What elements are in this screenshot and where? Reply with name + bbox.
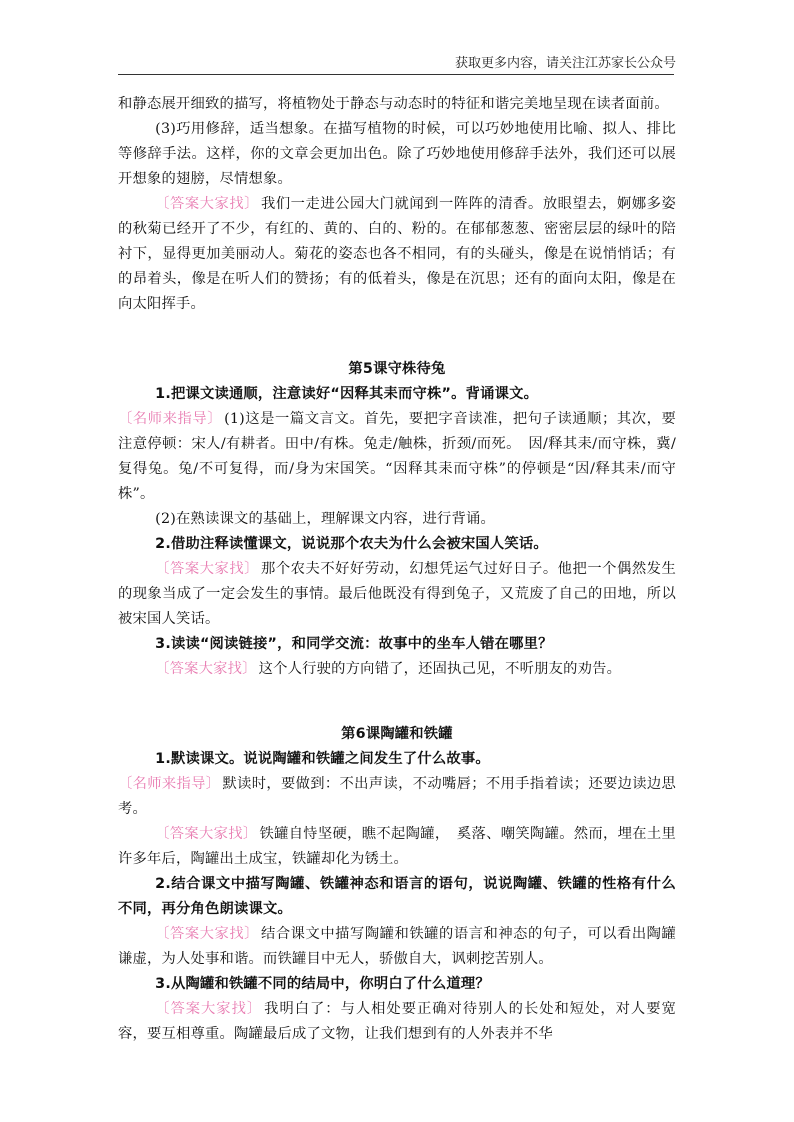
- answer-tag: 〔答案大家找〕: [155, 1001, 263, 1017]
- lesson6-q1-tip-text: 默读时，要做到：不出声读，不动嘴唇；不用手指着读；还要边读边思考。: [118, 776, 676, 817]
- answer-tag: 〔答案大家找〕: [155, 561, 260, 577]
- lesson6-q3-answer-text: 我明白了：与人相处要正确对待别人的长处和短处，对人要宽容，要互相尊重。陶罐最后成了文物，让我们想到有的人外表并不华: [118, 1001, 676, 1042]
- lesson6-q1-answer: [118, 822, 676, 872]
- lesson6-question-1: 1.默读课文。说说陶罐和铁罐之间发生了什么故事。: [155, 751, 490, 767]
- lesson5-question-3: 3.读读“阅读链接”，和同学交流：故事中的坐车人错在哪里？: [155, 636, 553, 652]
- answer-tag: 〔答案大家找〕: [155, 661, 257, 677]
- answer-tag: 〔答案大家找〕: [155, 196, 260, 212]
- lesson5-q1-tip-text: (1)这是一篇文言文。首先，要把字音读准，把句子读通顺；其次，要注意停顿：宋人/有耕者。田中/有株。兔走/触株，折颈/而死。 因/释其耒/而守株，冀/复得兔。兔/不可复得，而/身为宋国笑。“因释其耒而守株”的停顿是“因/释其耒/而守株”。: [118, 411, 676, 502]
- lesson5-question-2: 2.借助注释读懂课文，说说那个农夫为什么会被宋国人笑话。: [155, 536, 548, 552]
- lesson5-q1-tip: [118, 407, 676, 507]
- answer-tag: 〔答案大家找〕: [155, 826, 258, 842]
- intro-answer-paragraph: [118, 192, 676, 317]
- lesson5-title: 第5课守株待兔: [348, 361, 446, 377]
- lesson5-q1-paragraph-2: (2)在熟读课文的基础上，理解课文内容，进行背诵。: [155, 511, 495, 527]
- intro-paragraph-2: (3)巧用修辞，适当想象。在描写植物的时候，可以巧妙地使用比喻、拟人、排比等修辞手法。这样，你的文章会更加出色。除了巧妙地使用修辞手法外，我们还可以展开想象的翅膀，尽情想象。: [118, 121, 676, 187]
- lesson5-question-1: 1.把课文读通顺，注意读好“因释其耒而守株”。背诵课文。: [155, 386, 539, 402]
- page-header: 获取更多内容，请关注江苏家长公众号: [454, 56, 676, 71]
- lesson6-q2-answer-text: 结合课文中描写陶罐和铁罐的语言和神态的句子，可以看出陶罐谦虚，为人处事和谐。而铁罐目中无人，骄傲自大，讽刺挖苦别人。: [118, 926, 676, 967]
- lesson5-q3-answer-text: 这个人行驶的方向错了，还固执己见，不听朋友的劝告。: [258, 661, 622, 677]
- intro-answer-text: 我们一走进公园大门就闻到一阵阵的清香。放眼望去，婀娜多姿的秋菊已经开了不少，有红的、黄的、白的、粉的。在郁郁葱葱、密密层层的绿叶的陪衬下，显得更加美丽动人。菊花的姿态也各不相同，有的头碰头，像是在说悄悄话；有的昂着头，像是在听人们的赞扬；有的低着头，像是在沉思；还有的面向太阳，像是在向太阳挥手。: [118, 196, 676, 312]
- lesson6-q2-answer: [118, 922, 676, 972]
- intro-paragraph-1: 和静态展开细致的描写，将植物处于静态与动态时的特征和谐完美地呈现在读者面前。: [118, 96, 669, 112]
- answer-tag: 〔答案大家找〕: [155, 926, 260, 942]
- tip-tag: 〔名师来指导〕: [118, 776, 221, 792]
- lesson6-title: 第6课陶罐和铁罐: [341, 726, 453, 742]
- lesson6-q1-tip: [118, 772, 676, 822]
- lesson6-q3-answer: [118, 997, 676, 1047]
- lesson5-q2-answer-text: 那个农夫不好好劳动，幻想凭运气过好日子。他把一个偶然发生的现象当成了一定会发生的事情。最后他既没有得到兔子，又荒废了自己的田地，所以被宋国人笑话。: [118, 561, 676, 627]
- page-content: [118, 92, 676, 1047]
- lesson6-q1-answer-text: 铁罐自恃坚硬，瞧不起陶罐， 奚落、嘲笑陶罐。然而，埋在土里许多年后，陶罐出土成宝，铁罐却化为锈土。: [118, 826, 676, 867]
- lesson6-question-2: 2.结合课文中描写陶罐、铁罐神态和语言的语句，说说陶罐、铁罐的性格有什么不同，再分角色朗读课文。: [118, 876, 676, 917]
- tip-tag: 〔名师来指导〕: [118, 411, 223, 427]
- header-rule: [118, 74, 674, 75]
- lesson5-q3-answer: [118, 657, 676, 682]
- lesson6-question-3: 3.从陶罐和铁罐不同的结局中，你明白了什么道理？: [155, 976, 490, 992]
- lesson5-q2-answer: [118, 557, 676, 632]
